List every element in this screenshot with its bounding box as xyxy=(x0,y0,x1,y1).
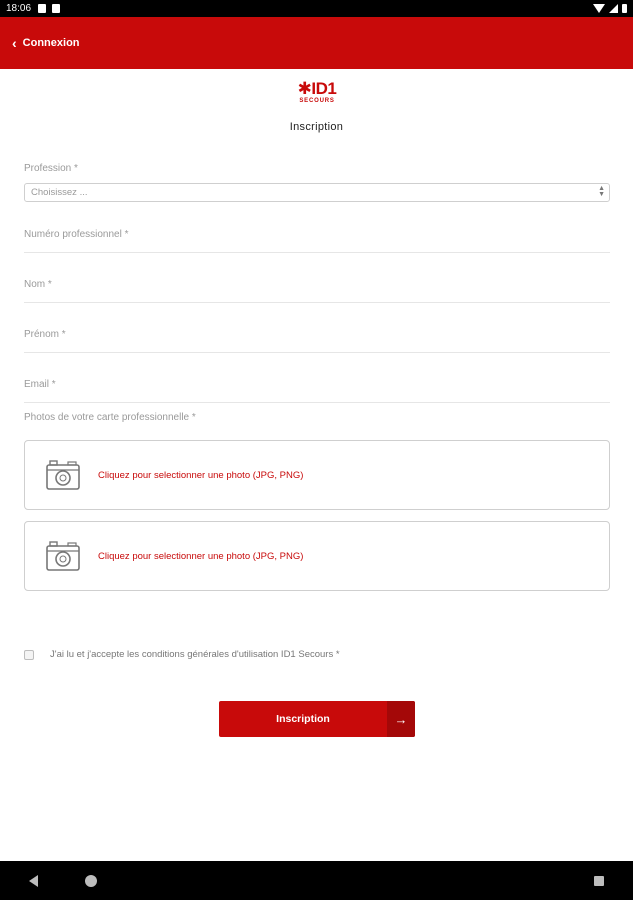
back-button[interactable] xyxy=(12,36,80,50)
battery-icon xyxy=(622,4,627,13)
profession-select-value: Choisissez ... xyxy=(31,187,88,198)
nav-recents-icon[interactable] xyxy=(594,876,604,886)
terms-row xyxy=(24,649,340,660)
email-underline xyxy=(24,402,610,403)
status-bar xyxy=(0,0,633,17)
app-bar xyxy=(0,17,633,69)
logo-wordmark: ✱ID1 xyxy=(297,79,337,98)
select-arrows-icon: ▲ ▼ xyxy=(598,185,605,198)
signal-icon xyxy=(609,4,618,13)
photo-upload-1-label: Cliquez pour selectionner une photo (JPG, PNG) xyxy=(98,469,304,481)
wifi-icon xyxy=(593,4,605,13)
numero-professionnel-field[interactable]: Numéro professionnel * xyxy=(24,229,129,240)
prenom-field[interactable]: Prénom * xyxy=(24,329,66,340)
status-icons xyxy=(593,4,627,13)
terms-checkbox[interactable] xyxy=(24,650,34,660)
inscription-button-label: Inscription xyxy=(276,713,330,725)
prenom-underline xyxy=(24,352,610,353)
nom-underline xyxy=(24,302,610,303)
chevron-left-icon: ‹ xyxy=(12,35,17,51)
sim-card-icon xyxy=(52,4,60,13)
terms-label: J'ai lu et j'accepte les conditions générales d'utilisation ID1 Secours * xyxy=(50,649,340,660)
nav-back-icon[interactable] xyxy=(29,875,38,887)
system-nav-bar xyxy=(0,861,633,900)
photo-upload-1[interactable] xyxy=(24,440,610,510)
nav-home-icon[interactable] xyxy=(85,875,97,887)
numero-professionnel-underline xyxy=(24,252,610,253)
inscription-button[interactable] xyxy=(219,701,415,737)
logo-subtitle: SECOURS xyxy=(299,98,335,104)
notification-icon xyxy=(38,4,46,13)
profession-label: Profession * xyxy=(24,163,78,174)
page-title: Inscription xyxy=(289,121,344,133)
arrow-right-icon: → xyxy=(387,701,415,737)
status-time: 18:06 xyxy=(6,3,32,14)
nom-field[interactable]: Nom * xyxy=(24,279,52,290)
photo-upload-2[interactable] xyxy=(24,521,610,591)
photos-label: Photos de votre carte professionnelle * xyxy=(24,412,196,423)
profession-select[interactable] xyxy=(24,183,610,202)
camera-icon xyxy=(46,540,80,572)
photo-upload-2-label: Cliquez pour selectionner une photo (JPG, PNG) xyxy=(98,550,304,562)
id1-secours-logo xyxy=(292,80,342,108)
email-field[interactable]: Email * xyxy=(24,379,56,390)
back-label: Connexion xyxy=(22,37,80,49)
camera-icon xyxy=(46,459,80,491)
